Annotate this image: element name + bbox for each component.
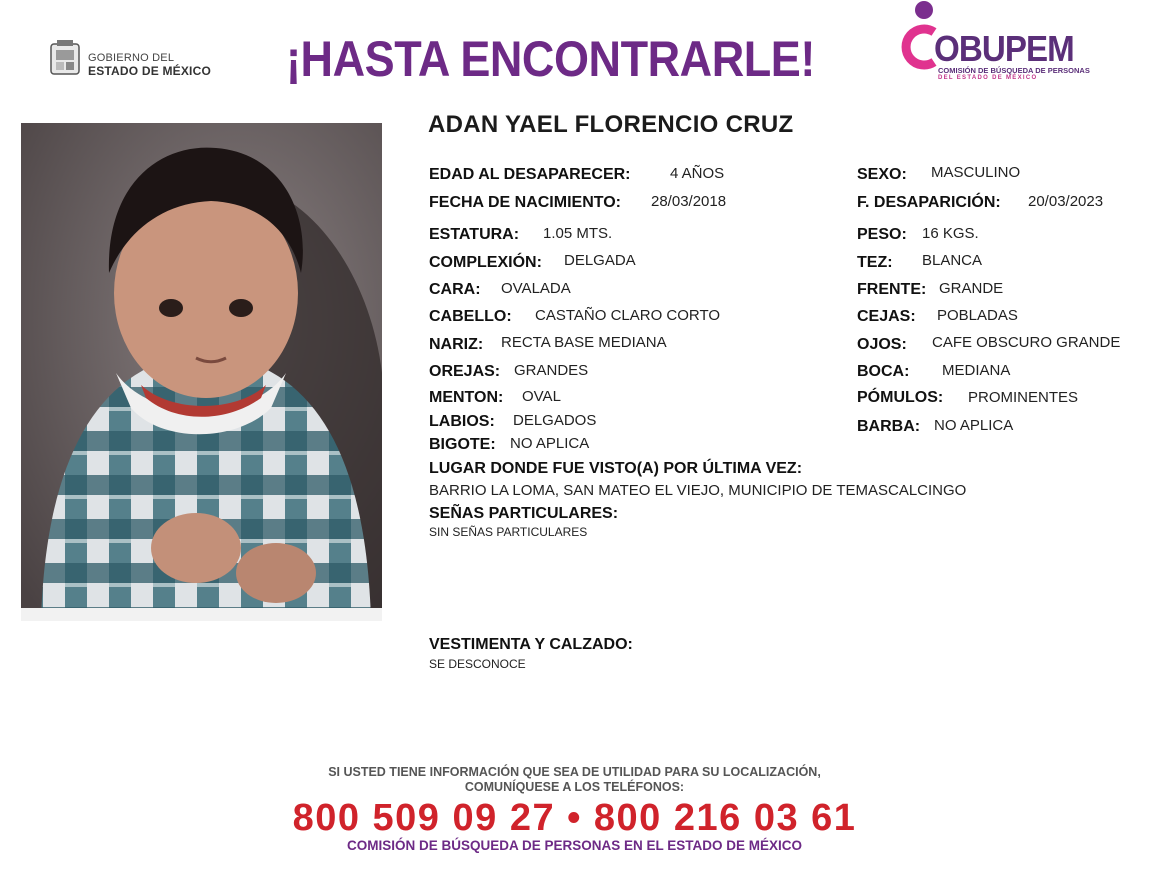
fecha-nacimiento-label: FECHA DE NACIMIENTO: [429,194,621,211]
cobupem-logo [894,0,1094,90]
senas-label: SEÑAS PARTICULARES: [429,505,619,522]
missing-person-photo [21,123,382,621]
tez-value: BLANCA [922,252,983,269]
senas-value: SIN SEÑAS PARTICULARES [429,525,588,539]
sexo-label: SEXO: [857,166,907,183]
vestimenta-value: SE DESCONOCE [429,657,526,671]
cabello-value: CASTAÑO CLARO CORTO [535,307,721,324]
nariz-label: NARIZ: [429,336,484,353]
cabello-label: CABELLO: [429,308,512,325]
estatura-value: 1.05 MTS. [543,225,613,242]
phone-number-2[interactable]: 800 216 03 61 [593,797,857,839]
frente-value: GRANDE [939,280,1004,297]
ojos-value: CAFE OBSCURO GRANDE [932,334,1121,351]
nariz-value: RECTA BASE MEDIANA [501,334,667,351]
cobupem-brand: OBUPEM [934,28,1074,69]
cobupem-subtitle: COMISIÓN DE BÚSQUEDA DE PERSONAS [938,66,1090,75]
contact-info-line2: COMUNÍQUESE A LOS TELÉFONOS: [464,780,685,794]
labios-value: DELGADOS [513,412,597,429]
menton-value: OVAL [522,388,561,405]
cejas-label: CEJAS: [857,308,916,325]
pomulos-value: PROMINENTES [968,389,1079,406]
gobierno-estado-mexico-logo [48,38,220,82]
phone-number-1[interactable]: 800 509 09 27 [292,797,556,839]
headline-title: ¡HASTA ENCONTRARLE! [286,31,815,87]
menton-label: MENTON: [429,389,504,406]
complexion-value: DELGADA [564,252,636,269]
boca-value: MEDIANA [942,362,1011,379]
orejas-value: GRANDES [514,362,589,379]
gov-line2: ESTADO DE MÉXICO [88,64,211,78]
sexo-value: MASCULINO [931,164,1021,181]
fecha-desaparicion-label: F. DESAPARICIÓN: [857,194,1001,211]
coat-of-arms-icon [48,38,82,78]
lugar-label: LUGAR DONDE FUE VISTO(A) POR ÚLTIMA VEZ: [429,460,803,477]
barba-value: NO APLICA [934,417,1014,434]
tez-label: TEZ: [857,254,893,271]
bigote-value: NO APLICA [510,435,590,452]
person-name: ADAN YAEL FLORENCIO CRUZ [428,111,794,138]
orejas-label: OREJAS: [429,363,501,380]
peso-label: PESO: [857,226,907,243]
phone-numbers [0,797,1149,840]
fecha-desaparicion-value: 20/03/2023 [1028,193,1104,210]
barba-label: BARBA: [857,418,921,435]
contact-info-line1: SI USTED TIENE INFORMACIÓN QUE SEA DE UTILIDAD PARA SU LOCALIZACIÓN, [328,765,821,779]
gov-line1: GOBIERNO DEL [88,52,175,64]
edad-value: 4 AÑOS [670,165,725,182]
commission-name: COMISIÓN DE BÚSQUEDA DE PERSONAS EN EL ESTADO DE MÉXICO [346,838,803,853]
estatura-label: ESTATURA: [429,226,520,243]
cobupem-subtitle-2: DEL ESTADO DE MÉXICO [938,75,1038,81]
cejas-value: POBLADAS [937,307,1018,324]
lugar-value: BARRIO LA LOMA, SAN MATEO EL VIEJO, MUNICIPIO DE TEMASCALCINGO [429,482,967,499]
frente-label: FRENTE: [857,281,927,298]
bigote-label: BIGOTE: [429,436,496,453]
ojos-label: OJOS: [857,336,907,353]
fecha-nacimiento-value: 28/03/2018 [651,193,727,210]
labios-label: LABIOS: [429,413,495,430]
complexion-label: COMPLEXIÓN: [429,254,542,271]
cara-value: OVALADA [501,280,571,297]
pomulos-label: PÓMULOS: [857,389,944,406]
cara-label: CARA: [429,281,481,298]
edad-label: EDAD AL DESAPARECER: [429,166,631,183]
boca-label: BOCA: [857,363,910,380]
phone-separator: • [567,797,582,839]
vestimenta-label: VESTIMENTA Y CALZADO: [429,636,633,653]
peso-value: 16 KGS. [922,225,979,242]
